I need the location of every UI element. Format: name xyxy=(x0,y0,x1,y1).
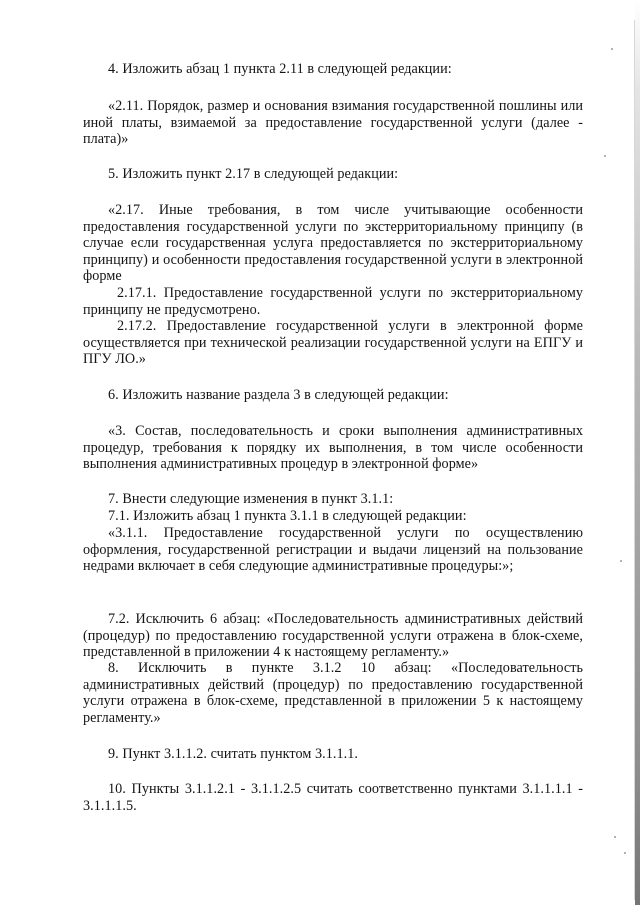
paragraph-item-7-2: 7.2. Исключить 6 абзац: «Последовательность административных действий (процедур) по предоставлению государственной услуги отражена в блок-схеме, представленной в приложении 4 к настоящему регламенту.» xyxy=(83,611,583,661)
scan-speck xyxy=(604,155,606,157)
paragraph-item-9: 9. Пункт 3.1.1.2. считать пунктом 3.1.1.1. xyxy=(108,746,358,762)
paragraph-item-8: 8. Исключить в пункте 3.1.2 10 абзац: «Последовательность административных действий (процедур) по предоставлению государственной услуги отражена в блок-схеме, представленной в приложении 5 к настоящему регламенту.» xyxy=(83,660,583,726)
paragraph-item-2-17-2: 2.17.2. Предоставление государственной услуги в электронной форме осуществляется при технической реализации государственной услуги на ЕПГУ и ПГУ ЛО.» xyxy=(83,318,583,368)
paragraph-item-2-17-1: 2.17.1. Предоставление государственной услуги по экстерриториальному принципу не предусмотрено. xyxy=(83,285,583,318)
paragraph-item-5: 5. Изложить пункт 2.17 в следующей редакции: xyxy=(108,166,399,182)
paragraph-item-10: 10. Пункты 3.1.1.2.1 - 3.1.1.2.5 считать соответственно пунктами 3.1.1.1.1 - 3.1.1.1.5. xyxy=(83,781,583,814)
scan-speck xyxy=(620,560,622,562)
paragraph-item-3-1-1-text: «3.1.1. Предоставление государственной услуги по осуществлению оформления, государственной регистрации и выдачи лицензий на пользование недрами включает в себя следующие административные процедуры:»; xyxy=(83,525,583,575)
paragraph-item-2-11-text: «2.11. Порядок, размер и основания взимания государственной пошлины или иной платы, взимаемой за предоставление государственной услуги (далее - плата)» xyxy=(83,98,583,148)
paragraph-item-7-1: 7.1. Изложить абзац 1 пункта 3.1.1 в следующей редакции: xyxy=(108,508,467,524)
paragraph-item-6: 6. Изложить название раздела 3 в следующей редакции: xyxy=(108,387,449,403)
scan-edge-shadow xyxy=(635,0,640,905)
scan-speck xyxy=(624,852,626,854)
paragraph-item-4: 4. Изложить абзац 1 пункта 2.11 в следующей редакции: xyxy=(108,61,452,77)
scan-speck xyxy=(614,836,616,838)
paragraph-item-2-17-text: «2.17. Иные требования, в том числе учитывающие особенности предоставления государственной услуги по экстерриториальному принципу (в случае если государственная услуга предоставляется по экстерриториальному принципу) и особенности предоставления государственной услуги в электронной форме xyxy=(83,202,583,285)
paragraph-item-section-3-title: «3. Состав, последовательность и сроки выполнения административных процедур, требования к порядку их выполнения, в том числе особенности выполнения административных процедур в электронной форме» xyxy=(83,423,583,473)
scan-speck xyxy=(611,48,613,50)
paragraph-item-7: 7. Внести следующие изменения в пункт 3.1.1: xyxy=(108,491,394,507)
